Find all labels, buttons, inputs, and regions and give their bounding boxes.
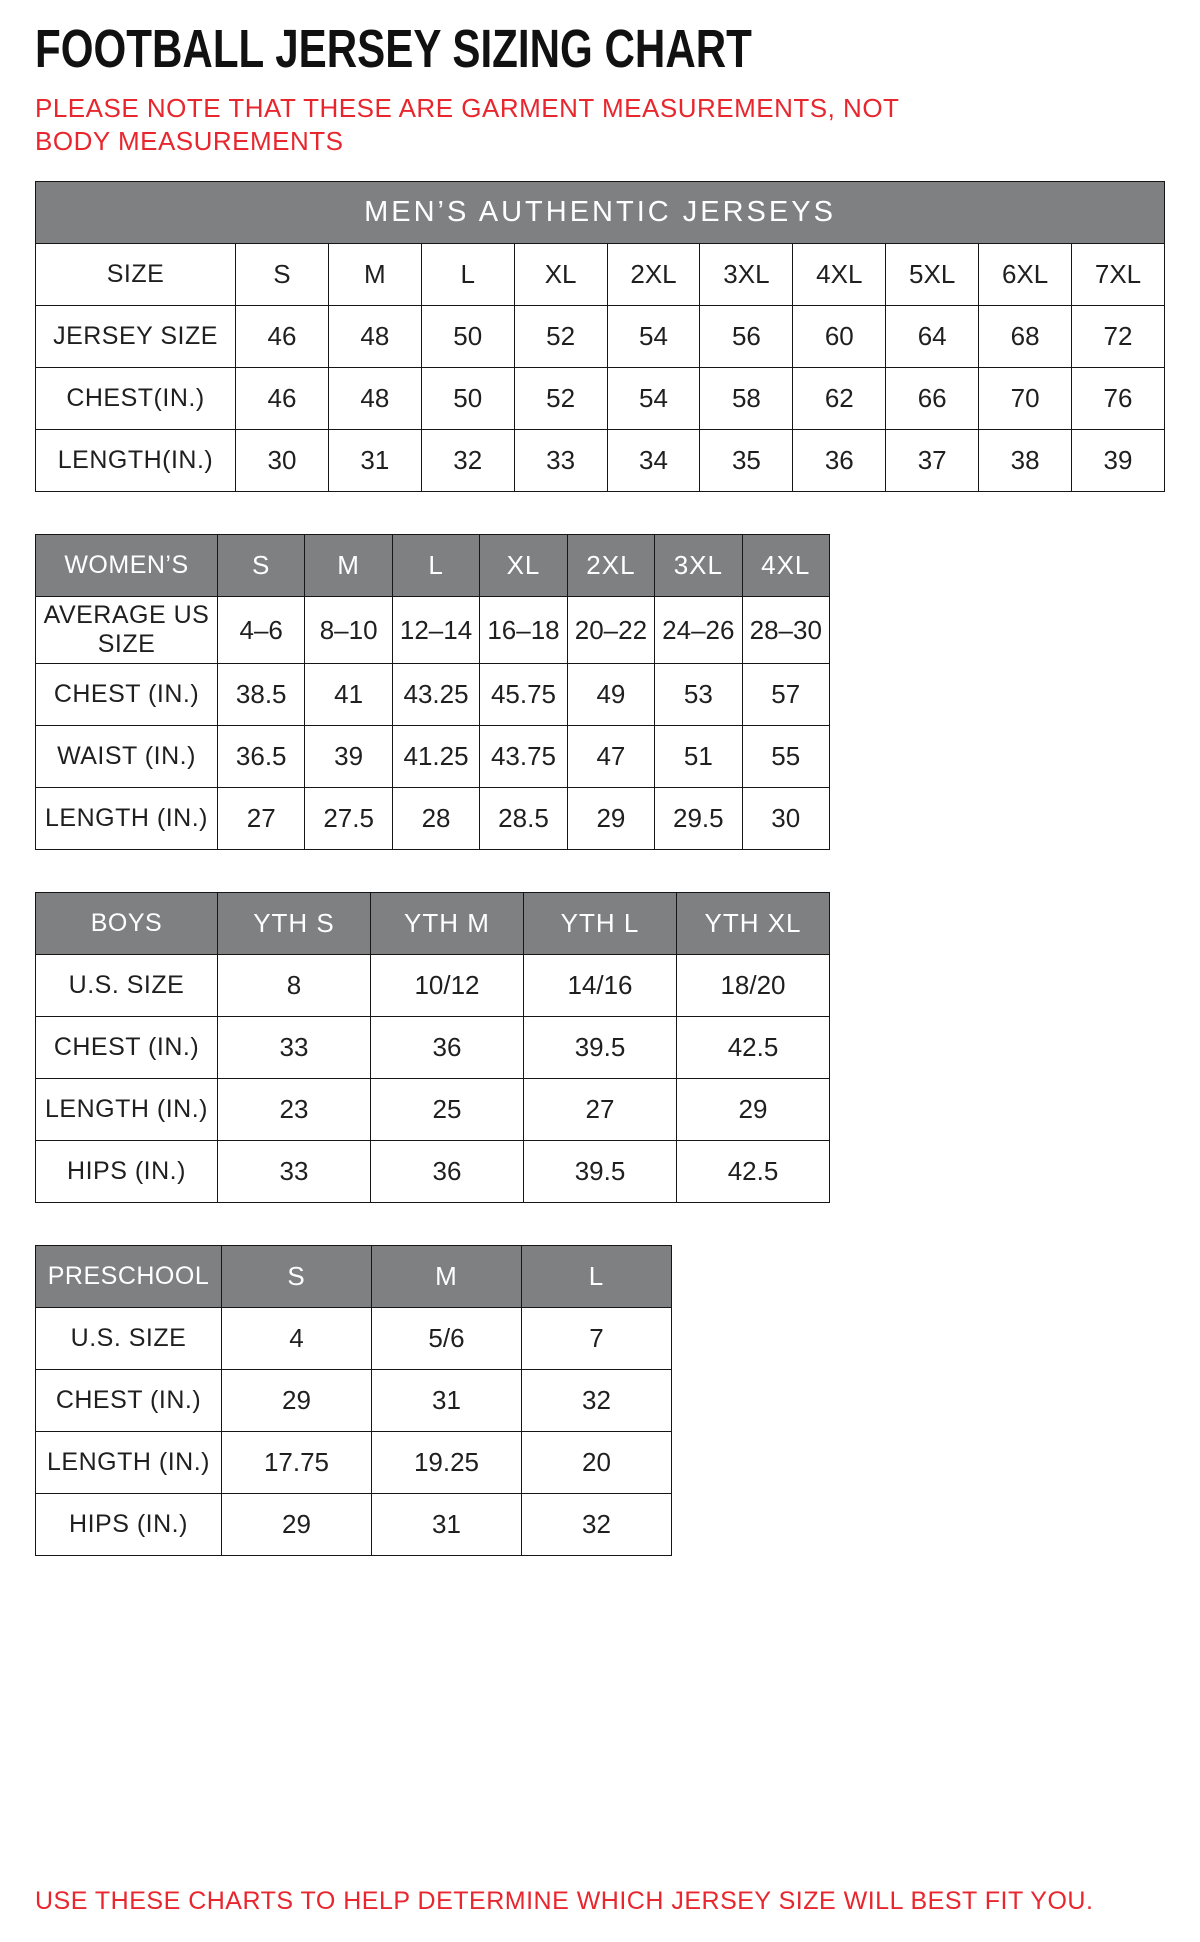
size-header-row <box>36 1246 672 1308</box>
data-cell: 29.5 <box>655 788 742 850</box>
data-cell: 62 <box>793 368 886 430</box>
data-cell: 66 <box>886 368 979 430</box>
data-cell: 28 <box>392 788 479 850</box>
data-cell: M <box>328 244 421 306</box>
size-header-cell: L <box>522 1246 672 1308</box>
data-cell: 19.25 <box>372 1432 522 1494</box>
data-cell: 20 <box>522 1432 672 1494</box>
data-cell: 70 <box>979 368 1072 430</box>
data-cell: 24–26 <box>655 597 742 664</box>
measurement-row <box>36 788 830 850</box>
measurement-row <box>36 1141 830 1203</box>
data-cell: 25 <box>371 1079 524 1141</box>
size-header-cell: 4XL <box>742 535 829 597</box>
data-cell: 45.75 <box>480 664 567 726</box>
data-cell: 31 <box>372 1370 522 1432</box>
banner-row <box>36 182 1165 244</box>
data-cell: 76 <box>1072 368 1165 430</box>
data-cell: 43.75 <box>480 726 567 788</box>
boys-header-label: BOYS <box>36 893 218 955</box>
data-cell: 36.5 <box>218 726 305 788</box>
measurement-row <box>36 1370 672 1432</box>
row-label-cell: WAIST (IN.) <box>36 726 218 788</box>
size-header-cell: YTH S <box>218 893 371 955</box>
data-cell: 64 <box>886 306 979 368</box>
data-cell: 39.5 <box>524 1141 677 1203</box>
data-cell: 47 <box>567 726 654 788</box>
data-cell: 4 <box>222 1308 372 1370</box>
data-cell: 57 <box>742 664 829 726</box>
data-cell: 29 <box>222 1494 372 1556</box>
measurement-row <box>36 1079 830 1141</box>
data-cell: 50 <box>421 306 514 368</box>
womens-header-label: WOMEN’S <box>36 535 218 597</box>
size-header-cell: S <box>222 1246 372 1308</box>
data-cell: 8 <box>218 955 371 1017</box>
womens-table-container <box>35 534 1165 850</box>
data-cell: 30 <box>236 430 329 492</box>
boys-table-container <box>35 892 1165 1203</box>
data-cell: 23 <box>218 1079 371 1141</box>
data-cell: 42.5 <box>677 1141 830 1203</box>
page-title: FOOTBALL JERSEY SIZING CHART <box>35 19 752 79</box>
data-cell: 4XL <box>793 244 886 306</box>
data-cell: 36 <box>371 1141 524 1203</box>
measurement-row <box>36 955 830 1017</box>
data-cell: 35 <box>700 430 793 492</box>
data-cell: 8–10 <box>305 597 392 664</box>
data-cell: 32 <box>421 430 514 492</box>
row-label-cell: LENGTH(IN.) <box>36 430 236 492</box>
row-label-cell: HIPS (IN.) <box>36 1141 218 1203</box>
data-cell: 29 <box>222 1370 372 1432</box>
row-label-cell: CHEST(IN.) <box>36 368 236 430</box>
row-label-cell: AVERAGE US SIZE <box>36 597 218 664</box>
data-cell: 32 <box>522 1370 672 1432</box>
data-cell: 38 <box>979 430 1072 492</box>
row-label-cell: LENGTH (IN.) <box>36 788 218 850</box>
data-cell: 30 <box>742 788 829 850</box>
data-cell: 5/6 <box>372 1308 522 1370</box>
measurement-row <box>36 664 830 726</box>
data-cell: L <box>421 244 514 306</box>
data-cell: 51 <box>655 726 742 788</box>
size-header-row <box>36 893 830 955</box>
data-cell: 41 <box>305 664 392 726</box>
data-cell: 20–22 <box>567 597 654 664</box>
data-cell: 41.25 <box>392 726 479 788</box>
row-label-cell: U.S. SIZE <box>36 1308 222 1370</box>
data-cell: 49 <box>567 664 654 726</box>
footer-note: USE THESE CHARTS TO HELP DETERMINE WHICH JERSEY SIZE WILL BEST FIT YOU. <box>35 1887 1094 1915</box>
measurement-row <box>36 597 830 664</box>
data-cell: 33 <box>218 1017 371 1079</box>
data-cell: 33 <box>514 430 607 492</box>
mens-authentic-jerseys-banner: MEN’S AUTHENTIC JERSEYS <box>36 182 1165 244</box>
womens-table <box>35 534 830 850</box>
data-cell: 5XL <box>886 244 979 306</box>
measurement-row <box>36 244 1165 306</box>
row-label-cell: CHEST (IN.) <box>36 1370 222 1432</box>
data-cell: 2XL <box>607 244 700 306</box>
data-cell: 56 <box>700 306 793 368</box>
size-header-cell: M <box>305 535 392 597</box>
measurement-row <box>36 306 1165 368</box>
row-label-cell: CHEST (IN.) <box>36 664 218 726</box>
preschool-header-label: PRESCHOOL <box>36 1246 222 1308</box>
data-cell: 36 <box>371 1017 524 1079</box>
size-header-cell: YTH XL <box>677 893 830 955</box>
row-label-cell: HIPS (IN.) <box>36 1494 222 1556</box>
preschool-table <box>35 1245 672 1556</box>
data-cell: 42.5 <box>677 1017 830 1079</box>
preschool-table-container <box>35 1245 1165 1556</box>
data-cell: 46 <box>236 306 329 368</box>
size-header-cell: 2XL <box>567 535 654 597</box>
data-cell: 55 <box>742 726 829 788</box>
data-cell: 48 <box>328 368 421 430</box>
data-cell: 27 <box>218 788 305 850</box>
data-cell: 54 <box>607 368 700 430</box>
data-cell: 52 <box>514 368 607 430</box>
measurement-row <box>36 1432 672 1494</box>
measurement-row <box>36 1017 830 1079</box>
measurement-row <box>36 1494 672 1556</box>
data-cell: 6XL <box>979 244 1072 306</box>
row-label-cell: JERSEY SIZE <box>36 306 236 368</box>
data-cell: 38.5 <box>218 664 305 726</box>
data-cell: 29 <box>677 1079 830 1141</box>
data-cell: 29 <box>567 788 654 850</box>
data-cell: 32 <box>522 1494 672 1556</box>
data-cell: 39 <box>305 726 392 788</box>
data-cell: 39 <box>1072 430 1165 492</box>
row-label-cell: SIZE <box>36 244 236 306</box>
data-cell: XL <box>514 244 607 306</box>
size-header-cell: XL <box>480 535 567 597</box>
size-header-cell: 3XL <box>655 535 742 597</box>
data-cell: 53 <box>655 664 742 726</box>
data-cell: 58 <box>700 368 793 430</box>
data-cell: 17.75 <box>222 1432 372 1494</box>
row-label-cell: CHEST (IN.) <box>36 1017 218 1079</box>
data-cell: 27 <box>524 1079 677 1141</box>
data-cell: 33 <box>218 1141 371 1203</box>
row-label-cell: U.S. SIZE <box>36 955 218 1017</box>
size-header-cell: S <box>218 535 305 597</box>
data-cell: 31 <box>372 1494 522 1556</box>
data-cell: 3XL <box>700 244 793 306</box>
measurement-row <box>36 368 1165 430</box>
data-cell: 48 <box>328 306 421 368</box>
data-cell: 68 <box>979 306 1072 368</box>
data-cell: 10/12 <box>371 955 524 1017</box>
garment-measurements-note: PLEASE NOTE THAT THESE ARE GARMENT MEASUREMENTS, NOT BODY MEASUREMENTS <box>35 93 899 156</box>
boys-table <box>35 892 830 1203</box>
row-label-cell: LENGTH (IN.) <box>36 1079 218 1141</box>
measurement-row <box>36 430 1165 492</box>
data-cell: 54 <box>607 306 700 368</box>
data-cell: 18/20 <box>677 955 830 1017</box>
row-label-cell: LENGTH (IN.) <box>36 1432 222 1494</box>
data-cell: 36 <box>793 430 886 492</box>
data-cell: 34 <box>607 430 700 492</box>
data-cell: 31 <box>328 430 421 492</box>
measurement-row <box>36 1308 672 1370</box>
data-cell: S <box>236 244 329 306</box>
size-header-cell: L <box>392 535 479 597</box>
data-cell: 12–14 <box>392 597 479 664</box>
size-header-cell: YTH M <box>371 893 524 955</box>
data-cell: 52 <box>514 306 607 368</box>
data-cell: 60 <box>793 306 886 368</box>
measurement-row <box>36 726 830 788</box>
data-cell: 37 <box>886 430 979 492</box>
size-header-row <box>36 535 830 597</box>
data-cell: 4–6 <box>218 597 305 664</box>
size-header-cell: M <box>372 1246 522 1308</box>
data-cell: 7XL <box>1072 244 1165 306</box>
data-cell: 28.5 <box>480 788 567 850</box>
size-header-cell: YTH L <box>524 893 677 955</box>
data-cell: 16–18 <box>480 597 567 664</box>
data-cell: 27.5 <box>305 788 392 850</box>
mens-authentic-jerseys-table <box>35 181 1165 492</box>
data-cell: 14/16 <box>524 955 677 1017</box>
data-cell: 50 <box>421 368 514 430</box>
data-cell: 43.25 <box>392 664 479 726</box>
data-cell: 39.5 <box>524 1017 677 1079</box>
data-cell: 7 <box>522 1308 672 1370</box>
mens-table-container <box>35 181 1165 492</box>
data-cell: 28–30 <box>742 597 829 664</box>
data-cell: 72 <box>1072 306 1165 368</box>
data-cell: 46 <box>236 368 329 430</box>
